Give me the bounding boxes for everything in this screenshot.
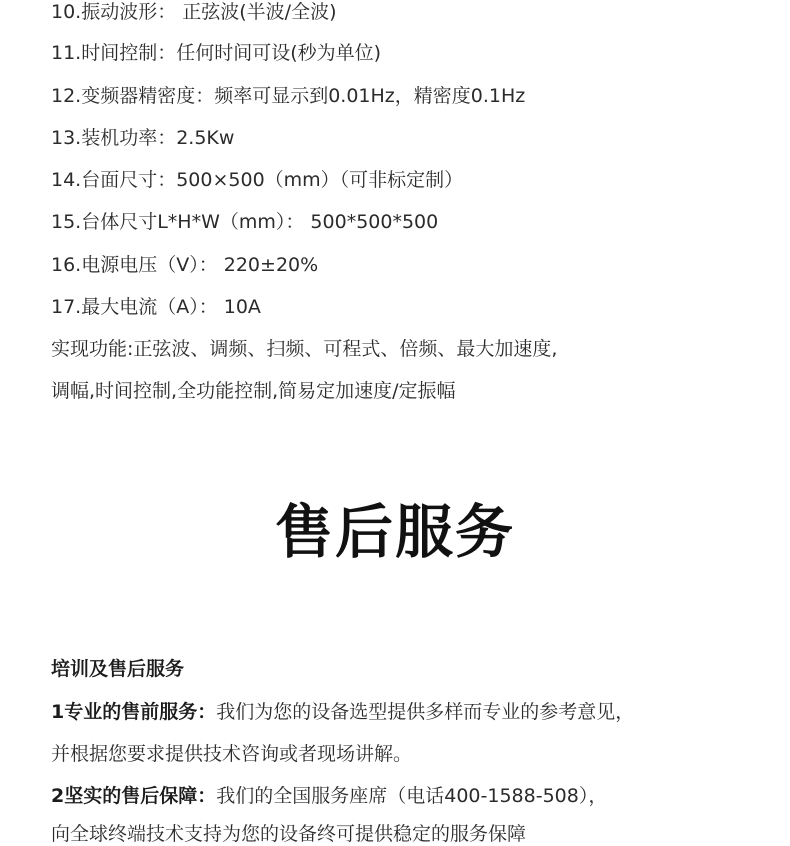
- functions-line-2: 调幅,时间控制,全功能控制,简易定加速度/定振幅: [51, 380, 456, 402]
- spec-item-time-control: 11.时间控制：任何时间可设(秒为单位): [51, 42, 382, 64]
- functions-line-1: 实现功能:正弦波、调频、扫频、可程式、倍频、最大加速度,: [51, 338, 558, 360]
- service-item-2: [51, 784, 607, 808]
- spec-item-vibration-waveform: 10.振动波形： 正弦波(半波/全波): [51, 1, 337, 23]
- service-item-1-label: 1专业的售前服务：: [51, 701, 217, 723]
- spec-item-inverter-precision: 12.变频器精密度：频率可显示到0.01Hz，精密度0.1Hz: [51, 85, 526, 107]
- service-item-2-continuation: 向全球终端技术支持为您的设备终可提供稳定的服务保障: [51, 823, 527, 845]
- service-item-1-text: 我们为您的设备选型提供多样而专业的参考意见，: [216, 701, 635, 723]
- section-title-after-sales: 售后服务: [274, 498, 515, 566]
- spec-item-body-size: 15.台体尺寸L*H*W（mm）： 500*500*500: [51, 211, 439, 233]
- service-item-1: [51, 700, 634, 724]
- spec-item-installed-power: 13.装机功率：2.5Kw: [51, 127, 235, 149]
- spec-item-table-size: 14.台面尺寸：500×500（mm）（可非标定制）: [51, 169, 464, 191]
- service-item-1-continuation: 并根据您要求提供技术咨询或者现场讲解。: [51, 743, 413, 765]
- after-sales-subheading: 培训及售后服务: [51, 658, 185, 680]
- service-item-2-label: 2坚实的售后保障：: [51, 785, 217, 807]
- service-item-2-text: 我们的全国服务座席（电话400-1588-508），: [216, 785, 608, 807]
- spec-item-max-current: 17.最大电流（A）： 10A: [51, 296, 261, 318]
- spec-item-supply-voltage: 16.电源电压（V）： 220±20%: [51, 254, 319, 276]
